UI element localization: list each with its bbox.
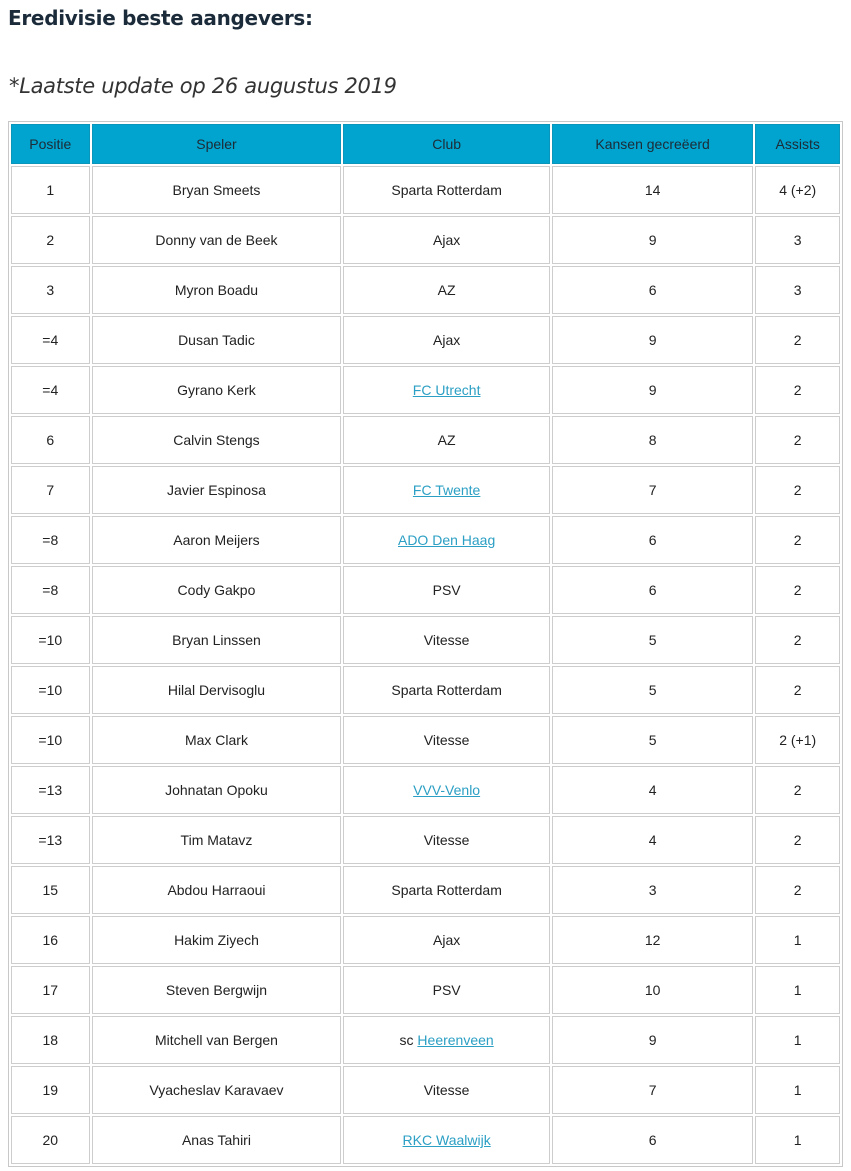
cell-assists: 2	[755, 316, 840, 364]
assists-table	[8, 121, 843, 1167]
cell-player: Vyacheslav Karavaev	[92, 1066, 342, 1114]
cell-club	[343, 1116, 550, 1164]
cell-chances: 7	[552, 1066, 753, 1114]
last-update-note: *Laatste update op 26 augustus 2019	[9, 74, 397, 98]
table-row	[11, 366, 840, 414]
cell-club	[343, 766, 550, 814]
cell-player: Dusan Tadic	[92, 316, 342, 364]
cell-assists: 1	[755, 966, 840, 1014]
column-header-chances: Kansen gecreëerd	[552, 124, 753, 164]
cell-player: Anas Tahiri	[92, 1116, 342, 1164]
table-row	[11, 266, 840, 314]
cell-club: Sparta Rotterdam	[343, 166, 550, 214]
cell-chances: 9	[552, 1016, 753, 1064]
cell-position: =8	[11, 566, 90, 614]
cell-position: =4	[11, 366, 90, 414]
cell-club: AZ	[343, 266, 550, 314]
column-header-assists: Assists	[755, 124, 840, 164]
club-link[interactable]: Heerenveen	[417, 1032, 494, 1048]
cell-position: =10	[11, 666, 90, 714]
table-row	[11, 1016, 840, 1064]
table-row	[11, 866, 840, 914]
column-header-position: Positie	[11, 124, 90, 164]
table-row	[11, 1066, 840, 1114]
cell-position: 17	[11, 966, 90, 1014]
cell-player: Johnatan Opoku	[92, 766, 342, 814]
table-row	[11, 966, 840, 1014]
cell-assists: 1	[755, 1016, 840, 1064]
cell-player: Mitchell van Bergen	[92, 1016, 342, 1064]
cell-player: Gyrano Kerk	[92, 366, 342, 414]
cell-position: 3	[11, 266, 90, 314]
cell-player: Bryan Smeets	[92, 166, 342, 214]
club-prefix: sc	[399, 1032, 418, 1048]
cell-position: =13	[11, 816, 90, 864]
table-row	[11, 166, 840, 214]
table-row	[11, 316, 840, 364]
cell-club: AZ	[343, 416, 550, 464]
cell-position: 20	[11, 1116, 90, 1164]
cell-chances: 8	[552, 416, 753, 464]
cell-assists: 3	[755, 216, 840, 264]
cell-club: PSV	[343, 966, 550, 1014]
cell-position: =10	[11, 716, 90, 764]
cell-club: Ajax	[343, 916, 550, 964]
cell-club: PSV	[343, 566, 550, 614]
cell-club	[343, 1016, 550, 1064]
table-row	[11, 1116, 840, 1164]
table-row	[11, 516, 840, 564]
cell-chances: 6	[552, 516, 753, 564]
cell-club	[343, 366, 550, 414]
cell-player: Abdou Harraoui	[92, 866, 342, 914]
cell-position: =13	[11, 766, 90, 814]
cell-assists: 1	[755, 1066, 840, 1114]
cell-assists: 4 (+2)	[755, 166, 840, 214]
cell-player: Javier Espinosa	[92, 466, 342, 514]
cell-club: Vitesse	[343, 816, 550, 864]
cell-assists: 2	[755, 616, 840, 664]
cell-chances: 14	[552, 166, 753, 214]
table-row	[11, 816, 840, 864]
table-row	[11, 566, 840, 614]
cell-chances: 6	[552, 566, 753, 614]
cell-player: Steven Bergwijn	[92, 966, 342, 1014]
cell-chances: 4	[552, 816, 753, 864]
cell-chances: 9	[552, 366, 753, 414]
club-link[interactable]: ADO Den Haag	[397, 532, 496, 548]
table-header-row	[11, 124, 840, 164]
cell-assists: 2	[755, 516, 840, 564]
cell-player: Tim Matavz	[92, 816, 342, 864]
table-row	[11, 716, 840, 764]
cell-assists: 2	[755, 466, 840, 514]
cell-position: 15	[11, 866, 90, 914]
cell-assists: 2	[755, 766, 840, 814]
table-row	[11, 666, 840, 714]
cell-position: 7	[11, 466, 90, 514]
cell-position: 6	[11, 416, 90, 464]
cell-club	[343, 466, 550, 514]
cell-position: =8	[11, 516, 90, 564]
cell-club: Vitesse	[343, 1066, 550, 1114]
cell-assists: 1	[755, 916, 840, 964]
table-row	[11, 916, 840, 964]
cell-player: Bryan Linssen	[92, 616, 342, 664]
cell-assists: 2	[755, 366, 840, 414]
cell-chances: 12	[552, 916, 753, 964]
club-link[interactable]: VVV-Venlo	[413, 782, 481, 798]
cell-player: Calvin Stengs	[92, 416, 342, 464]
cell-assists: 3	[755, 266, 840, 314]
cell-club: Sparta Rotterdam	[343, 666, 550, 714]
cell-chances: 9	[552, 316, 753, 364]
page-heading: Eredivisie beste aangevers:	[8, 6, 313, 30]
cell-assists: 2 (+1)	[755, 716, 840, 764]
table-row	[11, 616, 840, 664]
cell-chances: 10	[552, 966, 753, 1014]
cell-position: =4	[11, 316, 90, 364]
cell-chances: 6	[552, 1116, 753, 1164]
cell-position: 16	[11, 916, 90, 964]
cell-position: 19	[11, 1066, 90, 1114]
cell-assists: 2	[755, 816, 840, 864]
cell-chances: 5	[552, 716, 753, 764]
cell-club: Sparta Rotterdam	[343, 866, 550, 914]
cell-assists: 2	[755, 866, 840, 914]
club-link[interactable]: FC Utrecht	[412, 382, 481, 398]
table-row	[11, 216, 840, 264]
table-row	[11, 466, 840, 514]
cell-chances: 5	[552, 616, 753, 664]
cell-position: 2	[11, 216, 90, 264]
club-link[interactable]: RKC Waalwijk	[402, 1132, 491, 1148]
cell-player: Max Clark	[92, 716, 342, 764]
table-row	[11, 766, 840, 814]
cell-club: Vitesse	[343, 716, 550, 764]
table-body	[11, 166, 840, 1164]
cell-chances: 7	[552, 466, 753, 514]
cell-chances: 4	[552, 766, 753, 814]
cell-club	[343, 516, 550, 564]
cell-player: Aaron Meijers	[92, 516, 342, 564]
column-header-player: Speler	[92, 124, 342, 164]
cell-player: Myron Boadu	[92, 266, 342, 314]
cell-position: 18	[11, 1016, 90, 1064]
cell-position: =10	[11, 616, 90, 664]
cell-club: Ajax	[343, 216, 550, 264]
cell-player: Hilal Dervisoglu	[92, 666, 342, 714]
cell-assists: 1	[755, 1116, 840, 1164]
cell-player: Cody Gakpo	[92, 566, 342, 614]
cell-assists: 2	[755, 666, 840, 714]
cell-player: Donny van de Beek	[92, 216, 342, 264]
cell-chances: 3	[552, 866, 753, 914]
cell-position: 1	[11, 166, 90, 214]
cell-assists: 2	[755, 416, 840, 464]
cell-chances: 5	[552, 666, 753, 714]
cell-chances: 6	[552, 266, 753, 314]
table-row	[11, 416, 840, 464]
cell-club: Ajax	[343, 316, 550, 364]
cell-player: Hakim Ziyech	[92, 916, 342, 964]
cell-chances: 9	[552, 216, 753, 264]
cell-club: Vitesse	[343, 616, 550, 664]
cell-assists: 2	[755, 566, 840, 614]
club-link[interactable]: FC Twente	[412, 482, 481, 498]
column-header-club: Club	[343, 124, 550, 164]
